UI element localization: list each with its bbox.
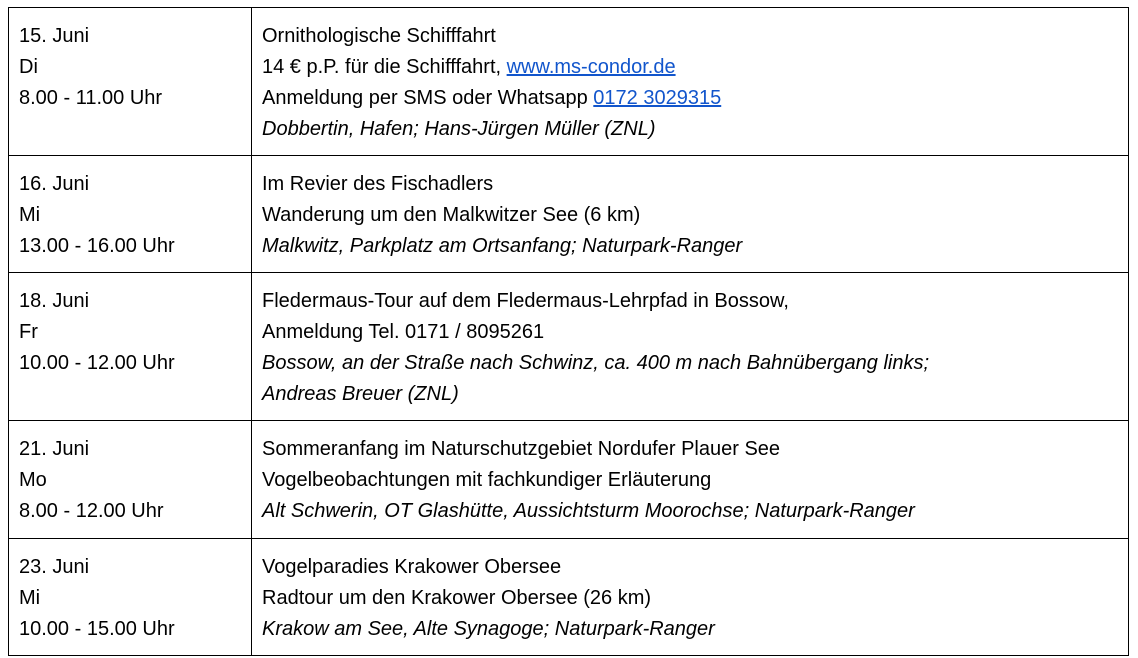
event-weekday: Mo bbox=[19, 469, 47, 491]
details-cell bbox=[252, 421, 1129, 539]
event-description: Vogelbeobachtungen mit fachkundiger Erläuterung bbox=[262, 469, 712, 491]
table-row bbox=[9, 539, 1129, 656]
table-row bbox=[9, 273, 1129, 421]
event-time: 8.00 - 11.00 Uhr bbox=[19, 87, 163, 109]
event-date: 15. Juni bbox=[19, 25, 90, 47]
event-title: Im Revier des Fischadlers bbox=[262, 173, 494, 195]
event-time: 8.00 - 12.00 Uhr bbox=[19, 500, 164, 522]
date-cell bbox=[9, 539, 252, 656]
details-cell bbox=[252, 273, 1129, 421]
event-date: 18. Juni bbox=[19, 290, 90, 312]
event-weekday: Mi bbox=[19, 204, 41, 226]
details-cell bbox=[252, 8, 1129, 156]
details-cell bbox=[252, 156, 1129, 273]
event-description: Anmeldung Tel. 0171 / 8095261 bbox=[262, 321, 545, 343]
event-title: Sommeranfang im Naturschutzgebiet Nordufer Plauer See bbox=[262, 438, 781, 460]
event-title: Ornithologische Schifffahrt bbox=[262, 25, 496, 47]
phone-link[interactable]: 0172 3029315 bbox=[593, 87, 722, 109]
details-cell bbox=[252, 539, 1129, 656]
event-location-contact: Andreas Breuer (ZNL) bbox=[262, 383, 459, 405]
event-price-line bbox=[262, 52, 1118, 83]
date-cell bbox=[9, 421, 252, 539]
date-cell bbox=[9, 273, 252, 421]
date-cell bbox=[9, 8, 252, 156]
website-link[interactable]: www.ms-condor.de bbox=[506, 56, 676, 78]
event-price-text: 14 € p.P. für die Schifffahrt, bbox=[262, 56, 507, 78]
event-weekday: Fr bbox=[19, 321, 38, 343]
event-date: 21. Juni bbox=[19, 438, 90, 460]
event-weekday: Di bbox=[19, 56, 38, 78]
event-weekday: Mi bbox=[19, 587, 41, 609]
date-cell bbox=[9, 156, 252, 273]
event-time: 10.00 - 15.00 Uhr bbox=[19, 618, 175, 640]
event-registration-line bbox=[262, 83, 1118, 114]
event-time: 13.00 - 16.00 Uhr bbox=[19, 235, 175, 257]
event-date: 23. Juni bbox=[19, 556, 90, 578]
event-description: Wanderung um den Malkwitzer See (6 km) bbox=[262, 204, 641, 226]
event-time: 10.00 - 12.00 Uhr bbox=[19, 352, 175, 374]
table-row bbox=[9, 156, 1129, 273]
event-date: 16. Juni bbox=[19, 173, 90, 195]
event-location: Alt Schwerin, OT Glashütte, Aussichtsturm Moorochse; Naturpark-Ranger bbox=[262, 500, 915, 522]
event-title: Vogelparadies Krakower Obersee bbox=[262, 556, 562, 578]
table-row bbox=[9, 8, 1129, 156]
event-location: Krakow am See, Alte Synagoge; Naturpark-Ranger bbox=[262, 618, 715, 640]
event-location: Bossow, an der Straße nach Schwinz, ca. 400 m nach Bahnübergang links; bbox=[262, 352, 930, 374]
event-schedule-table bbox=[8, 7, 1129, 656]
event-location: Malkwitz, Parkplatz am Ortsanfang; Naturpark-Ranger bbox=[262, 235, 743, 257]
event-registration-text: Anmeldung per SMS oder Whatsapp bbox=[262, 87, 594, 109]
event-description: Radtour um den Krakower Obersee (26 km) bbox=[262, 587, 652, 609]
event-location: Dobbertin, Hafen; Hans-Jürgen Müller (ZNL) bbox=[262, 118, 656, 140]
event-title: Fledermaus-Tour auf dem Fledermaus-Lehrpfad in Bossow, bbox=[262, 290, 789, 312]
table-row bbox=[9, 421, 1129, 539]
